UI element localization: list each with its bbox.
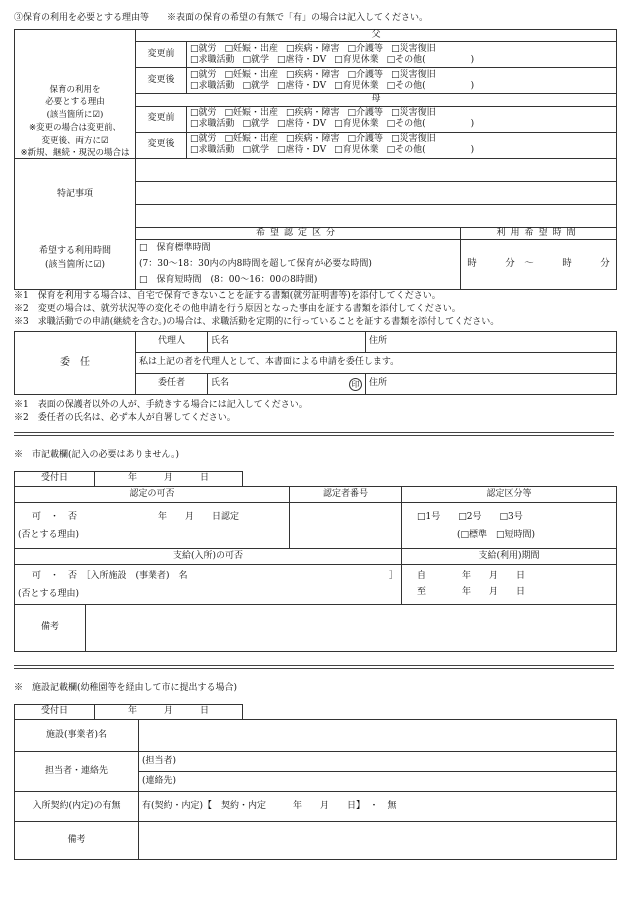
city-received-date[interactable]: 年 月 日 [95,472,243,487]
note1-1: ※1 保育を利用する場合は、自宅で保育できないことを証する書類(就労証明書等)を添付してください。 [14,291,441,301]
special-line-2[interactable] [136,181,617,204]
facility-remarks-label: 備考 [15,822,139,860]
special-label: 特記事項 [15,159,136,230]
mother-after-options[interactable]: □就労 □妊娠・出産 □疾病・障害 □介護等 □災害復旧 □求職活動 □就学 □虐待・DV □育児休業 □その他( ) [187,132,617,158]
facility-table [14,719,617,860]
cert-no-header: 認定者番号 [290,487,402,503]
cert-no-cell[interactable] [290,503,402,549]
mother-before-options[interactable]: □就労 □妊娠・出産 □疾病・障害 □介護等 □災害復旧 □求職活動 □就学 □虐待・DV □育児休業 □その他( ) [187,106,617,132]
facility-title: ※ 施設記載欄(幼稚園等を経由して市に提出する場合) [14,683,238,693]
principal-name[interactable]: 氏名 印 [208,374,366,395]
pay-ok-cell[interactable]: 可 ・ 否 ［入所施設 (事業者) 名 ］ (否とする理由) [15,565,402,605]
father-before-options[interactable]: □就労 □妊娠・出産 □疾病・障害 □介護等 □災害復旧 □求職活動 □就学 □虐待・DV □育児休業 □その他( ) [187,42,617,68]
cert-class-cell[interactable]: □1号 □2号 □3号 (□標準 □短時間) [402,503,617,549]
delegation-table [14,331,617,395]
mother-header: 母 [136,94,617,106]
facility-received-table [14,704,243,720]
agent-label: 代理人 [136,332,208,353]
father-before-label: 変更前 [136,42,187,68]
contact-label: 担当者・連絡先 [15,752,139,792]
agent-address[interactable]: 住所 [366,332,617,353]
cert-class-header2: 認定区分等 [402,487,617,503]
city-received-label: 受付日 [15,472,95,487]
separator [14,665,614,669]
city-table [14,486,617,652]
facility-name-label: 施設(事業者)名 [15,720,139,752]
father-after-label: 変更後 [136,68,187,94]
note1-3: ※3 求職活動での申請(継続を含む。)の場合は、求職活動を定期的に行っていることを証する書類を添付してください。 [14,317,500,327]
facility-remarks-cell[interactable] [139,822,617,860]
mother-before-label: 変更前 [136,106,187,132]
agent-name[interactable]: 氏名 [208,332,366,353]
facility-received-date[interactable]: 年 月 日 [95,705,243,720]
tel-cell[interactable]: (連絡先) [139,772,617,792]
cert-class-options[interactable]: □ 保育標準時間 (7：30～18：30内の内8時間を超して保育が必要な時間) □ 保育短時間 (8：00～16：00の8時間) [136,239,461,289]
principal-label: 委任者 [136,374,208,395]
city-remarks-cell[interactable] [86,605,617,652]
cert-ok-cell[interactable]: 可 ・ 否 年 月 日認定 (否とする理由) [15,503,290,549]
city-received-table [14,471,243,487]
father-header: 父 [136,30,617,42]
pay-period-header: 支給(利用)期間 [402,549,617,565]
use-time-value[interactable]: 時 分 ～ 時 分 [461,239,617,289]
divider [14,158,136,159]
delegation-statement: 私は上記の者を代理人として、本書面による申請を委任します。 [136,353,617,374]
seal-icon: 印 [349,378,362,391]
special-line-1[interactable] [136,158,617,181]
person-cell[interactable]: (担当者) [139,752,617,772]
father-after-options[interactable]: □就労 □妊娠・出産 □疾病・障害 □介護等 □災害復旧 □求職活動 □就学 □虐待・DV □育児休業 □その他( ) [187,68,617,94]
time-label: 希望する利用時間 (該当箇所に☑) [15,227,136,289]
mother-after-label: 変更後 [136,132,187,158]
city-title: ※ 市記載欄(記入の必要はありません。) [14,450,180,460]
cert-class-header: 希望認定区分 [136,227,461,239]
separator [14,432,614,436]
note2-2: ※2 委任者の氏名は、必ず本人が自署してください。 [14,413,236,423]
contract-label: 入所契約(内定)の有無 [15,792,139,822]
special-line-3[interactable] [136,204,617,227]
pay-ok-header: 支給(入所)の可否 [15,549,402,565]
contract-cell[interactable]: 有(契約・内定)【 契約・内定 年 月 日】 ・ 無 [139,792,617,822]
city-remarks-label: 備考 [15,605,86,652]
note1-2: ※2 変更の場合は、就労状況等の変化その他申請を行う原因となった事由を証する書類を添付してください。 [14,304,461,314]
note2-1: ※1 表面の保護者以外の人が、手続きする場合には記入してください。 [14,400,308,410]
cert-ok-header: 認定の可否 [15,487,290,503]
section3-title: ③保育の利用を必要とする理由等 ※表面の保育の希望の有無で「有」の場合は記入してください。 [14,13,429,23]
principal-address[interactable]: 住所 [366,374,617,395]
pay-period-cell[interactable]: 自 年 月 日 至 年 月 日 [402,565,617,605]
facility-name-cell[interactable] [139,720,617,752]
facility-received-label: 受付日 [15,705,95,720]
use-time-header: 利用希望時間 [461,227,617,239]
delegation-label: 委 任 [15,332,136,395]
reason-label: 保育の利用を 必要とする理由 (該当箇所に☑) ※変更の場合は変更前、 変更後、両方に☑ ※新規、継続・現況の場合は [15,30,136,228]
